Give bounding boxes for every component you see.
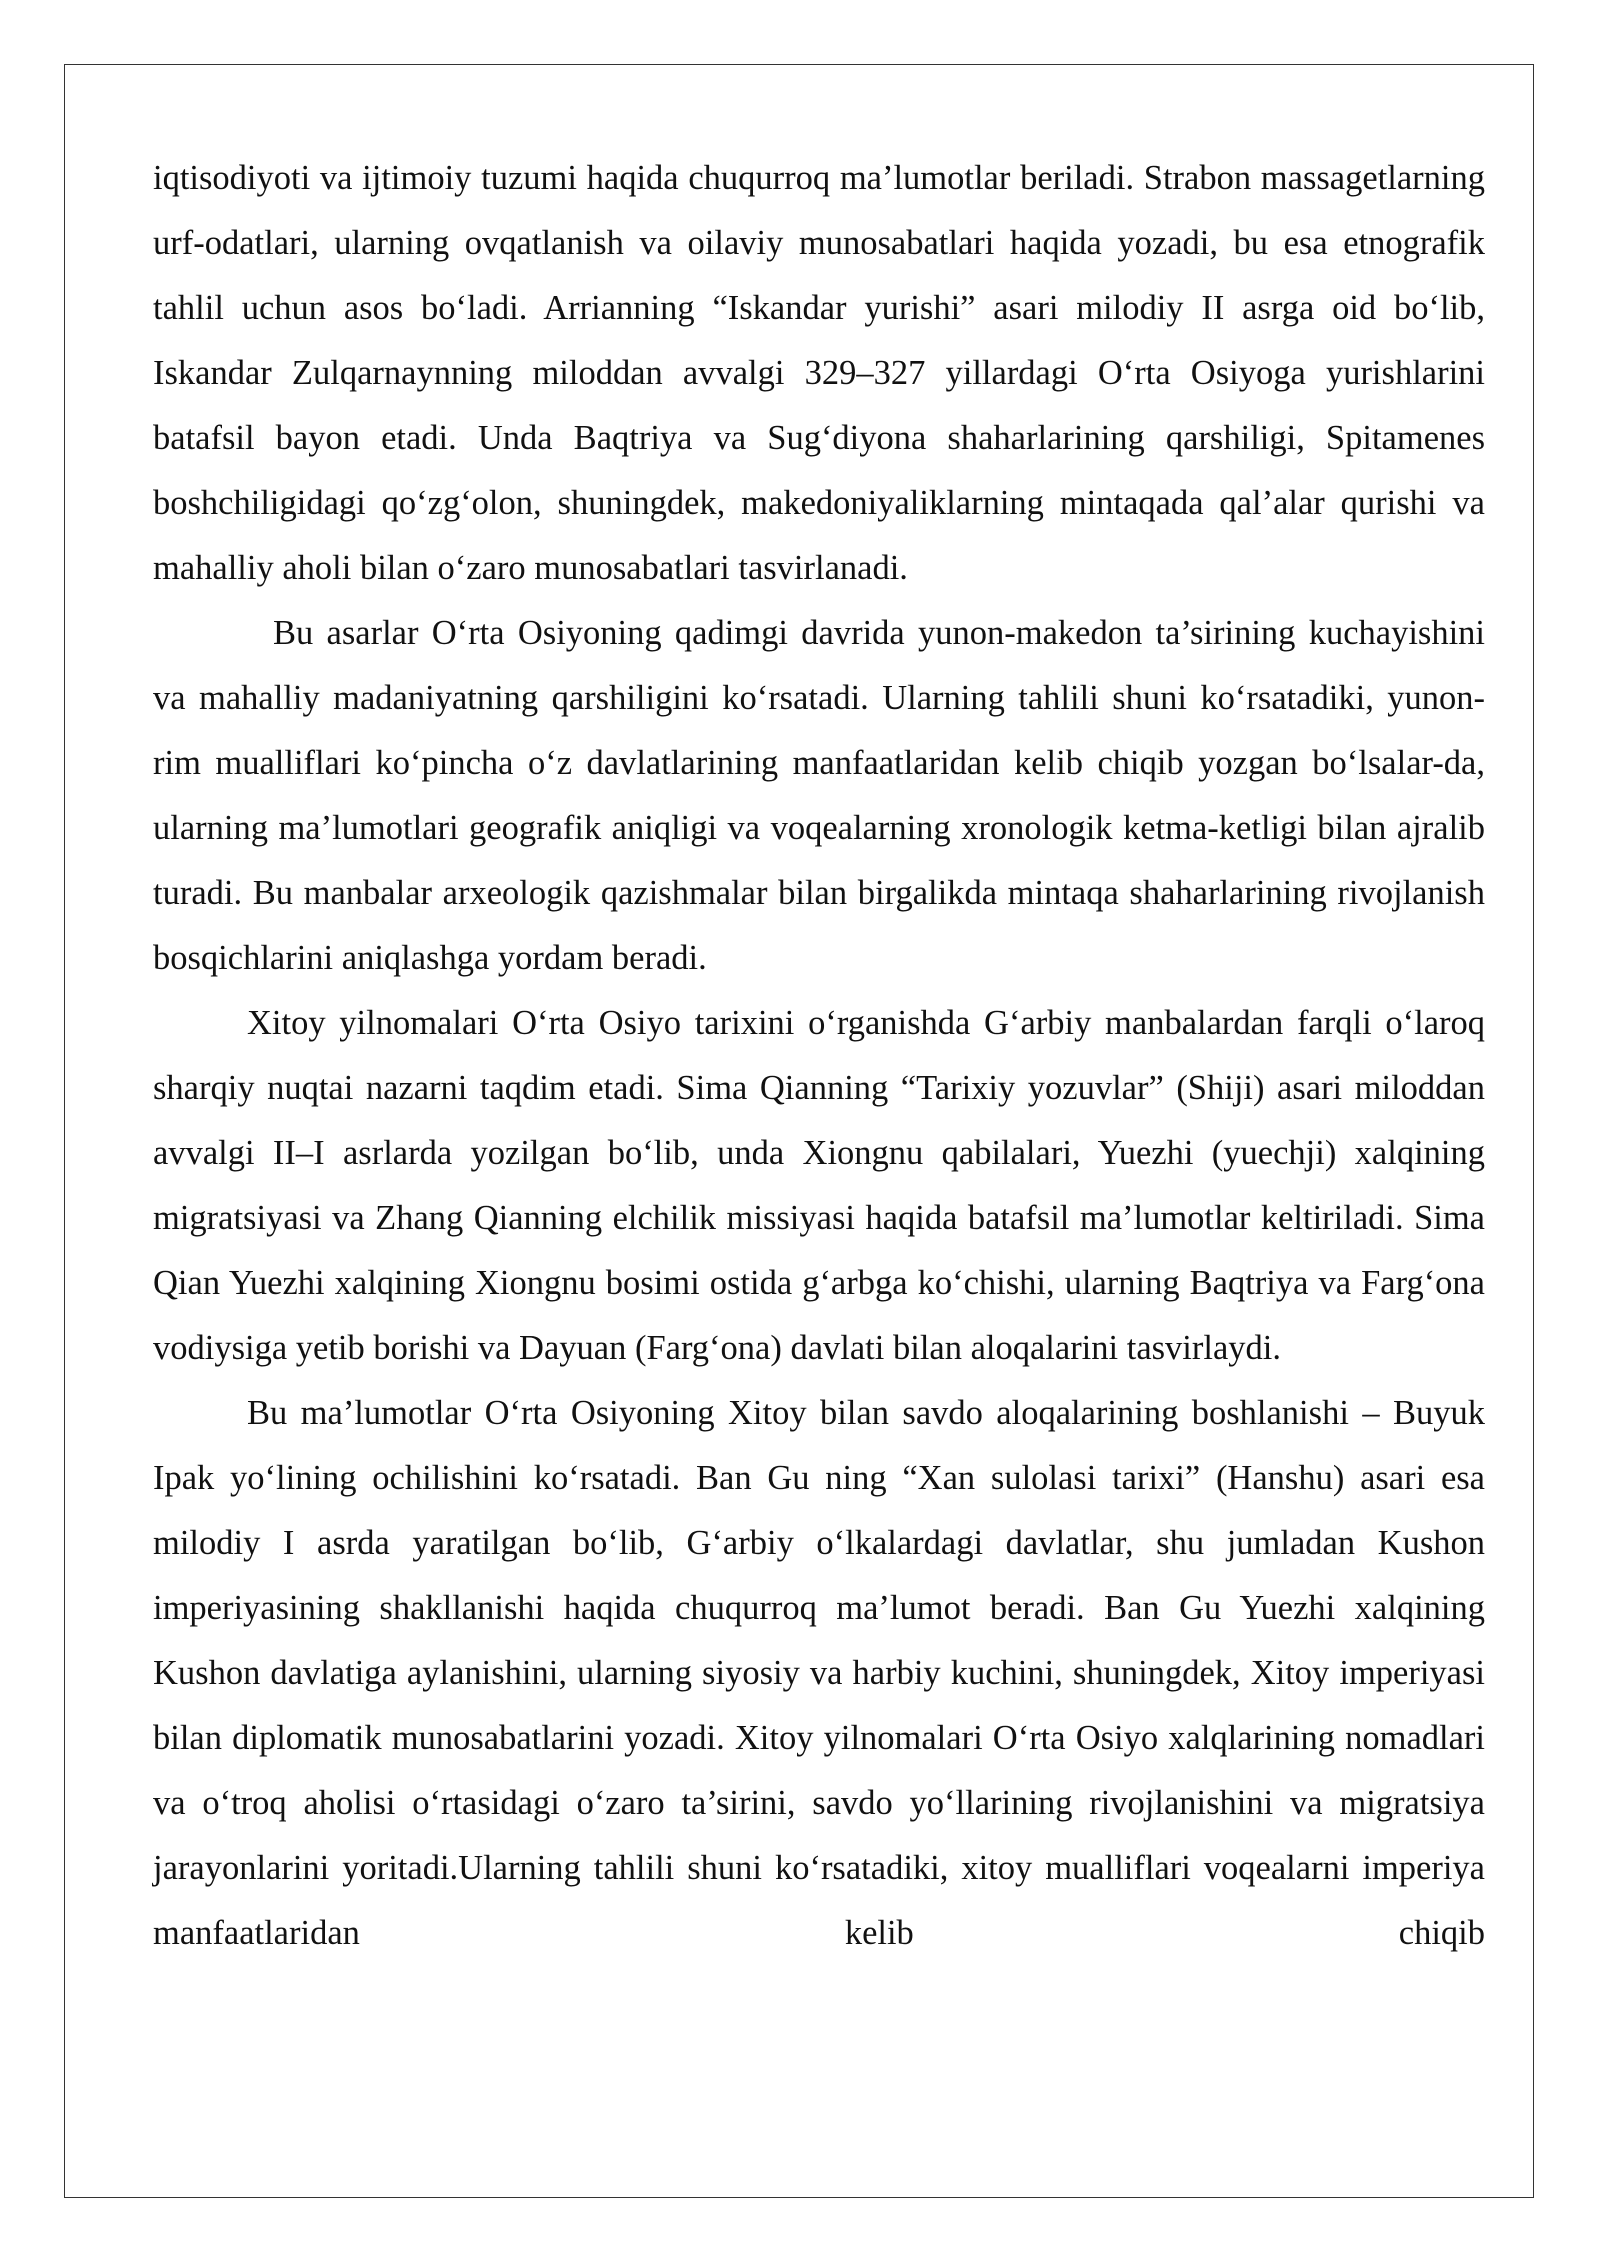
paragraph-4: Bu ma’lumotlar O‘rta Osiyoning Xitoy bilan savdo aloqalarining boshlanishi – Buyuk Ipak yo‘lining ochilishini ko‘rsatadi. Ban Gu ning “Xan sulolasi tarixi” (Hanshu) asari esa milodiy I asrda yaratilgan bo‘lib, G‘arbiy o‘lkalardagi davlatlar, shu jumladan Kushon imperiyasining shakllanishi haqida chuqurroq ma’lumot beradi. Ban Gu Yuezhi xalqining Kushon davlatiga aylanishini, ularning siyosiy va harbiy kuchini, shuningdek, Xitoy imperiyasi bilan diplomatik munosabatlarini yozadi. Xitoy yilnomalari O‘rta Osiyo xalqlarining nomadlari va o‘troq aholisi o‘rtasidagi o‘zaro ta’sirini, savdo yo‘llarining rivojlanishini va migratsiya jarayonlarini yoritadi.Ularning tahlili shuni ko‘rsatadiki, xitoy mualliflari voqealarni imperiya manfaatlaridan kelib chiqib: [153, 1394, 1485, 1952]
paragraph-2: Bu asarlar O‘rta Osiyoning qadimgi davrida yunon-makedon ta’sirining kuchayishini va mahalliy madaniyatning qarshiligini ko‘rsatadi. Ularning tahlili shuni ko‘rsatadiki, yunon-rim mualliflari ko‘pincha o‘z davlatlarining manfaatlaridan kelib chiqib yozgan bo‘lsalar-da, ularning ma’lumotlari geografik aniqligi va voqealarning xronologik ketma-ketligi bilan ajralib turadi. Bu manbalar arxeologik qazishmalar bilan birgalikda mintaqa shaharlarining rivojlanish bosqichlarini aniqlashga yordam beradi.: [153, 614, 1485, 977]
paragraph-3: Xitoy yilnomalari O‘rta Osiyo tarixini o‘rganishda G‘arbiy manbalardan farqli o‘laroq sharqiy nuqtai nazarni taqdim etadi. Sima Qianning “Tarixiy yozuvlar” (Shiji) asari miloddan avvalgi II–I asrlarda yozilgan bo‘lib, unda Xiongnu qabilalari, Yuezhi (yuechji) xalqining migratsiyasi va Zhang Qianning elchilik missiyasi haqida batafsil ma’lumotlar keltiriladi. Sima Qian Yuezhi xalqining Xiongnu bosimi ostida g‘arbga ko‘chishi, ularning Baqtriya va Farg‘ona vodiysiga yetib borishi va Dayuan (Farg‘ona) davlati bilan aloqalarini tasvirlaydi.: [153, 1004, 1485, 1367]
document-body: [153, 146, 1485, 1966]
paragraph-1: iqtisodiyoti va ijtimoiy tuzumi haqida chuqurroq ma’lumotlar beriladi. Strabon massagetlarning urf-odatlari, ularning ovqatlanish va oilaviy munosabatlari haqida yozadi, bu esa etnografik tahlil uchun asos bo‘ladi. Arrianning “Iskandar yurishi” asari milodiy II asrga oid bo‘lib, Iskandar Zulqarnaynning miloddan avvalgi 329–327 yillardagi O‘rta Osiyoga yurishlarini batafsil bayon etadi. Unda Baqtriya va Sug‘diyona shaharlarining qarshiligi, Spitamenes boshchiligidagi qo‘zg‘olon, shuningdek, makedoniyaliklarning mintaqada qal’alar qurishi va mahalliy aholi bilan o‘zaro munosabatlari tasvirlanadi.: [153, 159, 1485, 587]
